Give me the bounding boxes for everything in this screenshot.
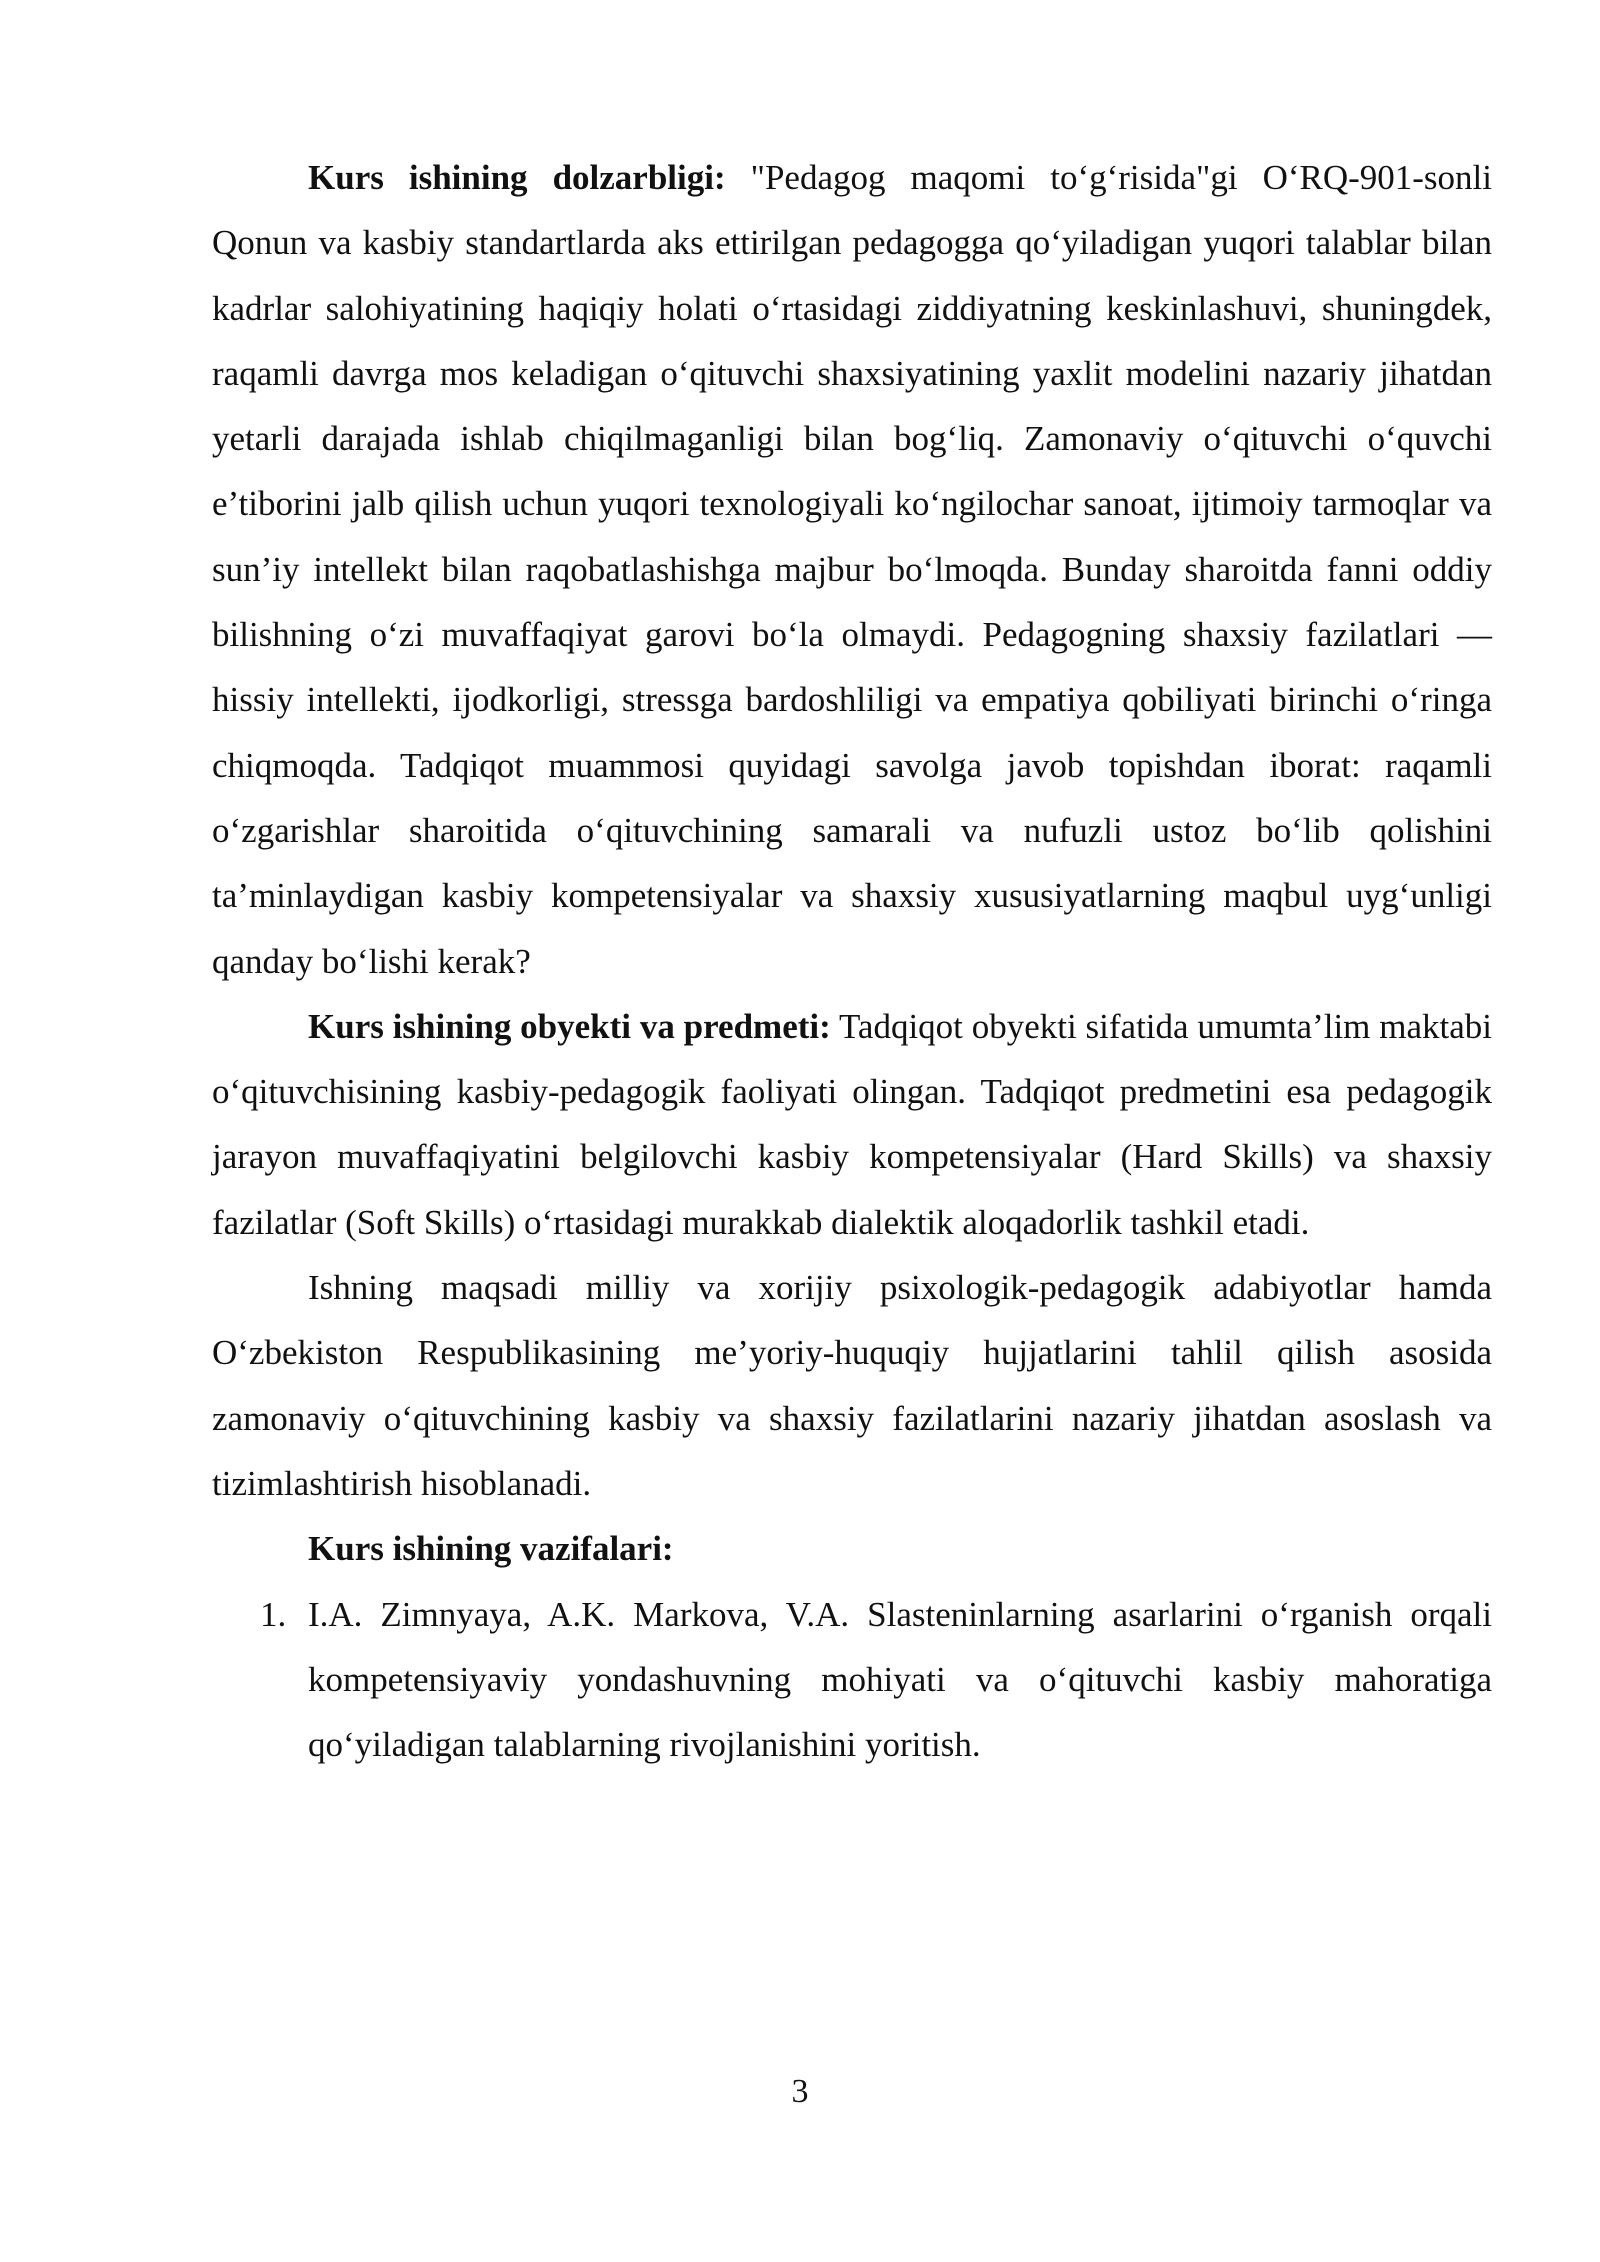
goal-text: Ishning maqsadi milliy va xorijiy psixologik-pedagogik adabiyotlar hamda O‘zbekiston Respublikasining me’yoriy-huquqiy hujjatlarini tahlil qilish asosida zamonaviy o‘qituvchining kasbiy va shaxsiy fazilatlarini nazariy jihatdan asoslash va tizimlashtirish hisoblanadi. (212, 1268, 1492, 1503)
paragraph-goal (212, 1255, 1492, 1516)
object-subject-label: Kurs ishining obyekti va predmeti: (308, 1006, 831, 1046)
relevance-label: Kurs ishining dolzarbligi: (308, 158, 726, 197)
task-number: 1. (260, 1594, 287, 1634)
task-list (212, 1582, 1492, 1778)
task-item (212, 1582, 1492, 1778)
document-page (212, 145, 1492, 1777)
relevance-text: "Pedagog maqomi to‘g‘risida"gi O‘RQ-901-sonli Qonun va kasbiy standartlarda aks ettirilgan pedagogga qo‘yiladigan yuqori talablar bilan kadrlar salohiyatining haqiqiy holati o‘rtasidagi ziddiyatning keskinlashuvi, shuningdek, raqamli davrga mos keladigan o‘qituvchi shaxsiyatining yaxlit modelini nazariy jihatdan yetarli darajada ishlab chiqilmaganligi bilan bog‘liq. Zamonaviy o‘qituvchi o‘quvchi e’tiborini jalb qilish uchun yuqori texnologiyali ko‘ngilochar sanoat, ijtimoiy tarmoqlar va sun’iy intellekt bilan raqobatlashishga majbur bo‘lmoqda. Bunday sharoitda fanni oddiy bilishning o‘zi muvaffaqiyat garovi bo‘la olmaydi. Pedagogning shaxsiy fazilatlari — hissiy intellekti, ijodkorligi, stressga bardoshliligi va empatiya qobiliyati birinchi o‘ringa chiqmoqda. Tadqiqot muammosi quyidagi savolga javob topishdan iborat: raqamli o‘zgarishlar sharoitida o‘qituvchining samarali va nufuzli ustoz bo‘lib qolishini ta’minlaydigan kasbiy kompetensiyalar va shaxsiy xususiyatlarning maqbul uyg‘unligi qanday bo‘lishi kerak? (212, 158, 1492, 981)
task-text: I.A. Zimnyaya, A.K. Markova, V.A. Slasteninlarning asarlarini o‘rganish orqali kompetensiyaviy yondashuvning mohiyati va o‘qituvchi kasbiy mahoratiga qo‘yiladigan talablarning rivojlanishini yoritish. (308, 1594, 1492, 1765)
paragraph-relevance (212, 145, 1492, 994)
object-subject-text: Tadqiqot obyekti sifatida umumta’lim maktabi o‘qituvchisining kasbiy-pedagogik faoliyati olingan. Tadqiqot predmetini esa pedagogik jarayon muvaffaqiyatini belgilovchi kasbiy kompetensiyalar (Hard Skills) va shaxsiy fazilatlar (Soft Skills) o‘rtasidagi murakkab dialektik aloqadorlik tashkil etadi. (212, 1006, 1492, 1242)
page-number: 3 (791, 2073, 809, 2110)
paragraph-object-subject (212, 994, 1492, 1255)
tasks-heading: Kurs ishining vazifalari: (308, 1529, 674, 1569)
